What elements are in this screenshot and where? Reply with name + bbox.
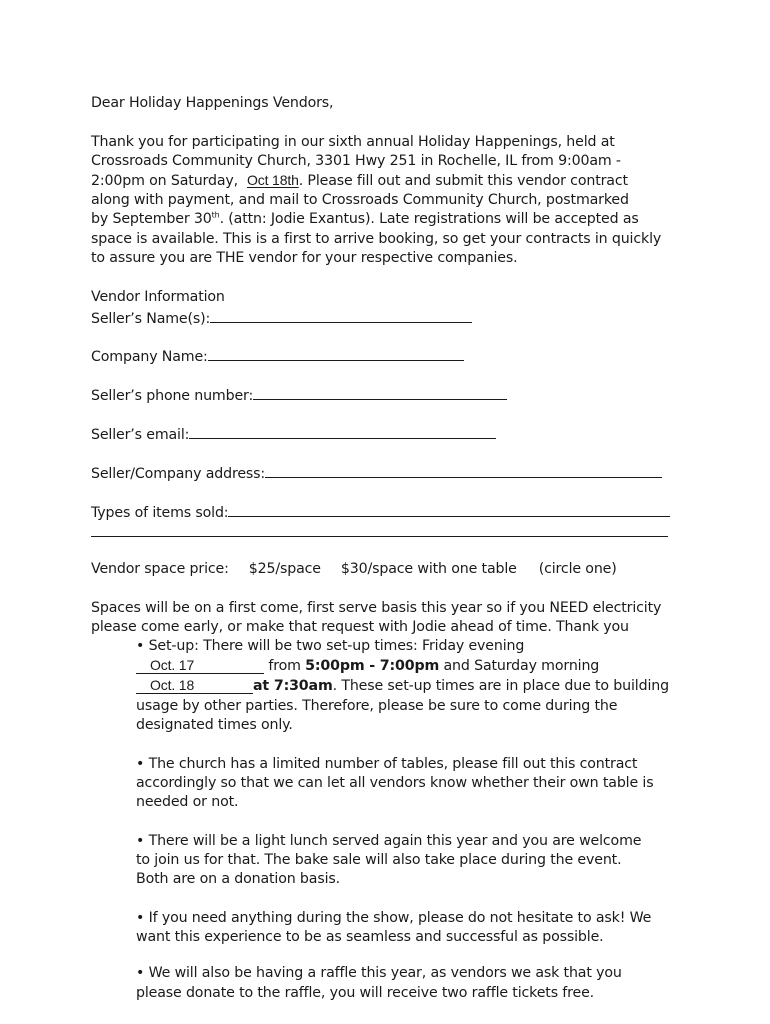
setup-text: . These set-up times are in place due to building — [332, 678, 669, 694]
tables-line: • The church has a limited number of tables, please fill out this contract — [136, 756, 638, 772]
lunch-line: to join us for that. The bake sale will also take place during the event. — [136, 852, 622, 868]
price-option-25[interactable]: $25/space — [248, 561, 321, 577]
intro-text: . Please fill out and submit this vendor contract — [298, 173, 628, 189]
phone-row — [91, 385, 507, 407]
sellers-name-row — [91, 308, 472, 330]
field-label: Seller’s email: — [91, 427, 190, 443]
intro-line — [91, 210, 639, 230]
friday-setup-time: 5:00pm - 7:00pm — [305, 658, 440, 674]
setup-line: designated times only. — [136, 717, 293, 733]
price-option-30[interactable]: $30/space with one table — [340, 561, 517, 577]
field-label: Seller’s phone number: — [91, 388, 254, 404]
setup-line: • Set-up: There will be two set-up times: Friday evening — [136, 638, 525, 654]
setup-line — [136, 657, 599, 677]
intro-text: by September 30 — [91, 211, 212, 227]
field-label: Types of items sold: — [91, 505, 229, 521]
items-sold-field-continued[interactable] — [91, 522, 668, 537]
ordinal-suffix: th — [211, 210, 220, 220]
greeting: Dear Holiday Happenings Vendors, — [91, 95, 334, 111]
intro-line: along with payment, and mail to Crossroads Community Church, postmarked — [91, 192, 629, 208]
items-sold-row — [91, 502, 670, 524]
intro-line — [91, 171, 628, 192]
setup-line — [136, 677, 669, 697]
items-sold-row-2 — [91, 522, 668, 544]
company-name-row — [91, 346, 464, 368]
help-line: want this experience to be as seamless and successful as possible. — [136, 929, 604, 945]
spaces-line: Spaces will be on a first come, first serve basis this year so if you NEED electricity — [91, 600, 662, 616]
price-note: (circle one) — [538, 561, 617, 577]
field-label: Seller’s Name(s): — [91, 311, 211, 327]
price-label: Vendor space price: — [91, 561, 229, 577]
setup-text: from — [264, 658, 306, 674]
intro-text: 2:00pm on Saturday, — [91, 173, 238, 189]
field-label: Company Name: — [91, 349, 208, 365]
help-line: • If you need anything during the show, please do not hesitate to ask! We — [136, 910, 652, 926]
intro-line: Crossroads Community Church, 3301 Hwy 251 in Rochelle, IL from 9:00am - — [91, 153, 621, 169]
setup-line: usage by other parties. Therefore, please be sure to come during the — [136, 698, 618, 714]
tables-line: needed or not. — [136, 794, 239, 810]
intro-text: . (attn: Jodie Exantus). Late registrations will be accepted as — [219, 211, 639, 227]
friday-date-field[interactable]: Oct. 17 — [136, 657, 264, 674]
spaces-line: please come early, or make that request with Jodie ahead of time. Thank you — [91, 619, 629, 635]
intro-line: Thank you for participating in our sixth annual Holiday Happenings, held at — [91, 134, 615, 150]
address-row — [91, 463, 662, 485]
sellers-name-field[interactable] — [210, 308, 472, 323]
email-row — [91, 424, 496, 446]
intro-line: space is available. This is a first to arrive booking, so get your contracts in quickly — [91, 231, 662, 247]
company-name-field[interactable] — [208, 346, 464, 361]
tables-line: accordingly so that we can let all vendors know whether their own table is — [136, 775, 654, 791]
intro-line: to assure you are THE vendor for your respective companies. — [91, 250, 518, 266]
lunch-line: Both are on a donation basis. — [136, 871, 340, 887]
saturday-date-field[interactable]: Oct. 18 — [136, 677, 253, 694]
section-heading: Vendor Information — [91, 289, 225, 305]
field-label: Seller/Company address: — [91, 466, 266, 482]
vendor-space-price-row — [91, 560, 617, 580]
address-field[interactable] — [265, 463, 662, 478]
raffle-line: • We will also be having a raffle this year, as vendors we ask that you — [136, 965, 622, 981]
event-date: Oct 18th — [246, 172, 299, 188]
setup-text: and Saturday morning — [439, 658, 600, 674]
items-sold-field[interactable] — [228, 502, 670, 517]
raffle-line: please donate to the raffle, you will receive two raffle tickets free. — [136, 985, 595, 1001]
phone-field[interactable] — [253, 385, 507, 400]
saturday-setup-time: at 7:30am — [253, 678, 333, 694]
lunch-line: • There will be a light lunch served again this year and you are welcome — [136, 833, 642, 849]
email-field[interactable] — [189, 424, 496, 439]
